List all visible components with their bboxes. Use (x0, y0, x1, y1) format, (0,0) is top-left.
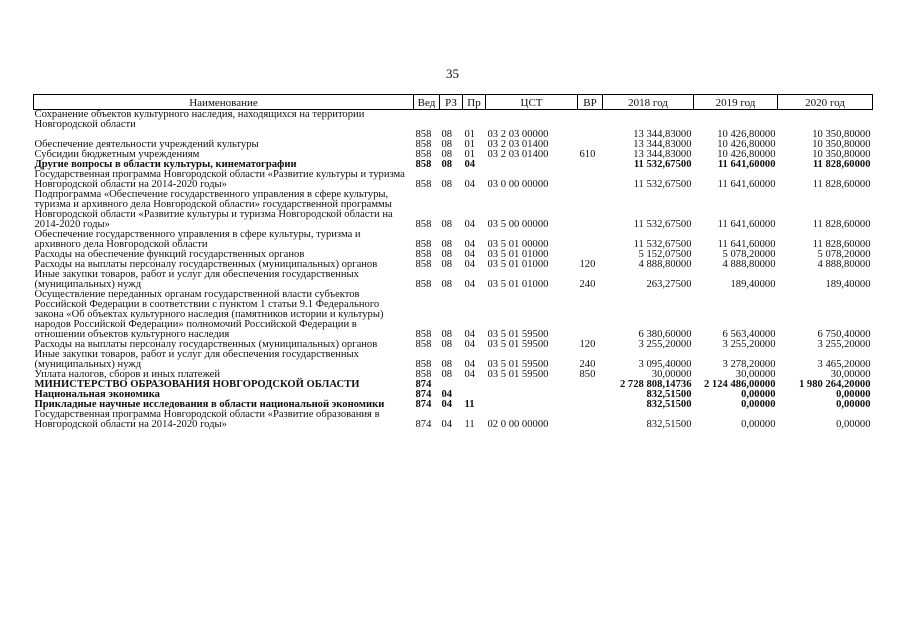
scan-edge-artifact (0, 632, 905, 636)
cell-name: Расходы на выплаты персоналу государственных (муниципальных) органов (34, 339, 378, 350)
cell-cst: 03 5 01 59500 (487, 339, 549, 350)
cell-name: Государственная программа Новгородской области «Развитие культуры и туризма Новгородской области на 2014-2020 годы» (34, 169, 405, 190)
cell-name: Субсидии бюджетным учреждениям (34, 149, 200, 160)
cell-ved: 858 (415, 369, 432, 380)
cell-y2020 (778, 110, 873, 131)
cell-ved: 858 (415, 249, 432, 260)
cell-vr (578, 160, 603, 170)
cell-ved: 874 (415, 379, 432, 390)
cell-y2018: 263,27500 (646, 279, 692, 290)
table-row (34, 410, 873, 430)
cell-pr (463, 380, 486, 390)
cell-pr: 04 (464, 239, 476, 250)
cell-cst: 03 5 00 00000 (487, 219, 549, 230)
cell-y2019: 11 641,60000 (717, 179, 776, 190)
cell-y2018: 832,51500 (646, 419, 692, 430)
cell-cst: 03 5 01 59500 (487, 329, 549, 340)
cell-rz: 08 (441, 129, 453, 140)
cell-cst: 03 2 03 01400 (487, 149, 549, 160)
cell-ved: 858 (415, 139, 432, 150)
cell-pr: 04 (464, 359, 476, 370)
cell-cst (486, 160, 578, 170)
cell-y2018: 5 152,07500 (638, 249, 692, 260)
cell-y2020: 189,40000 (825, 279, 871, 290)
cell-rz: 08 (441, 179, 453, 190)
cell-cst (486, 390, 578, 400)
cell-y2018: 832,51500 (646, 399, 692, 410)
cell-pr: 04 (464, 329, 476, 340)
cell-ved: 858 (415, 239, 432, 250)
cell-rz: 08 (441, 159, 453, 170)
cell-y2019: 0,00000 (741, 389, 776, 400)
cell-y2020: 0,00000 (836, 389, 871, 400)
cell-y2020: 3 465,20000 (817, 359, 871, 370)
cell-name: Осуществление переданных органам государственной власти субъектов Российской Федерации в соответствии с пунктом 1 статьи 9.1 Федерального закона «Об объектах культурного наследия (памятников истории и культуры) народов Российской Федерации» полномочий Российской Федерации в отношении объектов культурного наследия (34, 289, 384, 340)
cell-pr: 11 (464, 399, 475, 410)
cell-y2019: 0,00000 (741, 419, 776, 430)
header-ved: Вед (414, 95, 440, 110)
cell-y2018: 11 532,67500 (633, 159, 692, 170)
cell-rz: 08 (441, 219, 453, 230)
cell-name: Подпрограмма «Обеспечение государственного управления в сфере культуры, туризма и архивного дела Новгородской области» государственной программы Новгородской области «Развитие культуры и туризма Новгородской области на 2014-2020 годы» (34, 189, 393, 230)
cell-y2019: 2 124 486,00000 (703, 379, 776, 390)
table-header-row (34, 95, 873, 110)
cell-name: МИНИСТЕРСТВО ОБРАЗОВАНИЯ НОВГОРОДСКОЙ ОБЛАСТИ (34, 379, 360, 390)
cell-ved: 858 (415, 279, 432, 290)
cell-cst: 03 0 00 00000 (487, 179, 549, 190)
cell-name: Иные закупки товаров, работ и услуг для обеспечения государственных (муниципальных) нужд (34, 269, 359, 290)
cell-y2019: 189,40000 (730, 279, 776, 290)
cell-pr: 01 (464, 139, 476, 150)
cell-y2020: 3 255,20000 (817, 339, 871, 350)
cell-name: Другие вопросы в области культуры, кинематографии (34, 159, 297, 170)
cell-y2020: 6 750,40000 (817, 329, 871, 340)
cell-ved: 858 (415, 159, 432, 170)
cell-name: Обеспечение деятельности учреждений культуры (34, 139, 259, 150)
cell-y2018: 3 095,40000 (638, 359, 692, 370)
header-rz: РЗ (440, 95, 463, 110)
cell-y2020: 0,00000 (836, 419, 871, 430)
cell-y2019: 10 426,80000 (717, 149, 776, 160)
cell-pr: 01 (464, 149, 476, 160)
cell-rz: 08 (441, 249, 453, 260)
cell-vr (578, 390, 603, 400)
cell-pr: 04 (464, 339, 476, 350)
header-name: Наименование (34, 95, 414, 110)
cell-y2020: 4 888,80000 (817, 259, 871, 270)
cell-y2018: 13 344,83000 (633, 149, 692, 160)
cell-y2018: 832,51500 (646, 389, 692, 400)
cell-y2020: 30,00000 (830, 369, 871, 380)
cell-pr: 04 (464, 219, 476, 230)
table-row (34, 190, 873, 230)
cell-pr: 04 (464, 159, 476, 170)
cell-y2019: 10 426,80000 (717, 129, 776, 140)
cell-y2018: 2 728 808,14736 (619, 379, 692, 390)
table-row (34, 170, 873, 190)
budget-table (33, 94, 873, 430)
cell-y2019: 11 641,60000 (717, 219, 776, 230)
cell-y2019 (694, 110, 778, 131)
cell-name: Уплата налогов, сборов и иных платежей (34, 369, 221, 380)
cell-rz: 08 (441, 149, 453, 160)
cell-y2019: 10 426,80000 (717, 139, 776, 150)
cell-cst: 03 2 03 01400 (487, 139, 549, 150)
header-cst: ЦСТ (486, 95, 578, 110)
cell-name: Национальная экономика (34, 389, 160, 400)
table-row (34, 270, 873, 290)
cell-vr: 240 (579, 359, 596, 370)
cell-ved: 858 (415, 149, 432, 160)
cell-rz: 08 (441, 369, 453, 380)
cell-y2019: 11 641,60000 (717, 239, 776, 250)
header-pr: Пр (463, 95, 486, 110)
page-number: 35 (446, 66, 459, 81)
cell-y2018: 11 532,67500 (633, 239, 692, 250)
cell-y2020: 11 828,60000 (812, 179, 871, 190)
cell-vr: 240 (579, 279, 596, 290)
cell-y2020: 5 078,20000 (817, 249, 871, 260)
cell-y2019: 3 255,20000 (722, 339, 776, 350)
cell-y2019: 11 641,60000 (717, 159, 776, 170)
cell-y2020: 11 828,60000 (812, 239, 871, 250)
cell-rz: 08 (441, 329, 453, 340)
cell-rz (440, 110, 463, 131)
cell-vr (578, 170, 603, 190)
cell-cst: 03 5 01 00000 (487, 239, 549, 250)
cell-name: Сохранение объектов культурного наследия, находящихся на территории Новгородской области (34, 109, 365, 130)
header-2018: 2018 год (603, 95, 694, 110)
cell-cst (486, 380, 578, 390)
cell-y2018: 13 344,83000 (633, 139, 692, 150)
cell-ved: 874 (415, 399, 432, 410)
table-row (34, 110, 873, 131)
cell-cst: 03 2 03 00000 (487, 129, 549, 140)
cell-cst: 03 5 01 01000 (487, 279, 549, 290)
cell-y2018 (603, 110, 694, 131)
cell-ved: 858 (415, 129, 432, 140)
cell-y2019: 5 078,20000 (722, 249, 776, 260)
header-2019: 2019 год (694, 95, 778, 110)
cell-cst (486, 400, 578, 410)
cell-y2020: 11 828,60000 (812, 219, 871, 230)
cell-rz: 08 (441, 359, 453, 370)
cell-pr: 04 (464, 279, 476, 290)
cell-vr (578, 110, 603, 131)
cell-y2019: 6 563,40000 (722, 329, 776, 340)
cell-pr: 04 (464, 259, 476, 270)
header-2020: 2020 год (778, 95, 873, 110)
cell-vr: 610 (579, 149, 596, 160)
cell-ved: 858 (415, 179, 432, 190)
cell-vr (578, 410, 603, 430)
cell-cst: 02 0 00 00000 (487, 419, 549, 430)
table-row (34, 290, 873, 340)
cell-name: Расходы на выплаты персоналу государственных (муниципальных) органов (34, 259, 378, 270)
cell-pr: 04 (464, 369, 476, 380)
cell-y2018: 6 380,60000 (638, 329, 692, 340)
cell-cst: 03 5 01 59500 (487, 359, 549, 370)
cell-y2018: 3 255,20000 (638, 339, 692, 350)
cell-ved: 858 (415, 359, 432, 370)
cell-y2018: 13 344,83000 (633, 129, 692, 140)
cell-pr (463, 110, 486, 131)
cell-vr (578, 380, 603, 390)
cell-cst: 03 5 01 59500 (487, 369, 549, 380)
cell-rz: 08 (441, 139, 453, 150)
cell-rz: 08 (441, 259, 453, 270)
cell-y2018: 30,00000 (651, 369, 692, 380)
cell-vr (578, 400, 603, 410)
cell-rz: 04 (441, 389, 453, 400)
cell-name: Обеспечение государственного управления в сфере культуры, туризма и архивного дела Новгородской области (34, 229, 361, 250)
cell-ved (414, 110, 440, 131)
cell-y2020: 1 980 264,20000 (798, 379, 871, 390)
cell-ved: 858 (415, 329, 432, 340)
cell-ved: 858 (415, 339, 432, 350)
table-row (34, 230, 873, 250)
cell-y2019: 4 888,80000 (722, 259, 776, 270)
table-row (34, 350, 873, 370)
cell-y2020: 10 350,80000 (812, 149, 871, 160)
cell-y2018: 4 888,80000 (638, 259, 692, 270)
cell-y2019: 3 278,20000 (722, 359, 776, 370)
cell-y2020: 10 350,80000 (812, 129, 871, 140)
cell-pr: 01 (464, 129, 476, 140)
cell-pr: 04 (464, 179, 476, 190)
cell-ved: 858 (415, 219, 432, 230)
cell-rz: 04 (441, 399, 453, 410)
cell-vr: 120 (579, 339, 596, 350)
cell-y2020: 11 828,60000 (812, 159, 871, 170)
cell-vr (578, 190, 603, 230)
cell-vr: 850 (579, 369, 596, 380)
cell-rz: 08 (441, 339, 453, 350)
cell-cst (486, 110, 578, 131)
cell-y2019: 30,00000 (735, 369, 776, 380)
cell-name: Государственная программа Новгородской области «Развитие образования в Новгородской области на 2014-2020 годы» (34, 409, 380, 430)
cell-vr (578, 290, 603, 340)
cell-rz: 08 (441, 239, 453, 250)
cell-pr: 11 (464, 419, 475, 430)
cell-y2020: 10 350,80000 (812, 139, 871, 150)
cell-vr: 120 (579, 259, 596, 270)
cell-ved: 858 (415, 259, 432, 270)
header-vr: ВР (578, 95, 603, 110)
cell-ved: 874 (415, 389, 432, 400)
cell-name: Расходы на обеспечение функций государственных органов (34, 249, 305, 260)
cell-cst: 03 5 01 01000 (487, 259, 549, 270)
cell-pr: 04 (464, 249, 476, 260)
cell-vr (578, 230, 603, 250)
cell-y2019: 0,00000 (741, 399, 776, 410)
cell-rz: 04 (441, 419, 453, 430)
cell-y2018: 11 532,67500 (633, 179, 692, 190)
cell-y2018: 11 532,67500 (633, 219, 692, 230)
cell-y2020: 0,00000 (836, 399, 871, 410)
cell-ved: 874 (415, 419, 432, 430)
cell-vr (578, 130, 603, 140)
cell-rz: 08 (441, 279, 453, 290)
table-body (34, 110, 873, 431)
cell-name: Иные закупки товаров, работ и услуг для обеспечения государственных (муниципальных) нужд (34, 349, 359, 370)
cell-cst: 03 5 01 01000 (487, 249, 549, 260)
cell-name: Прикладные научные исследования в области национальной экономики (34, 399, 385, 410)
